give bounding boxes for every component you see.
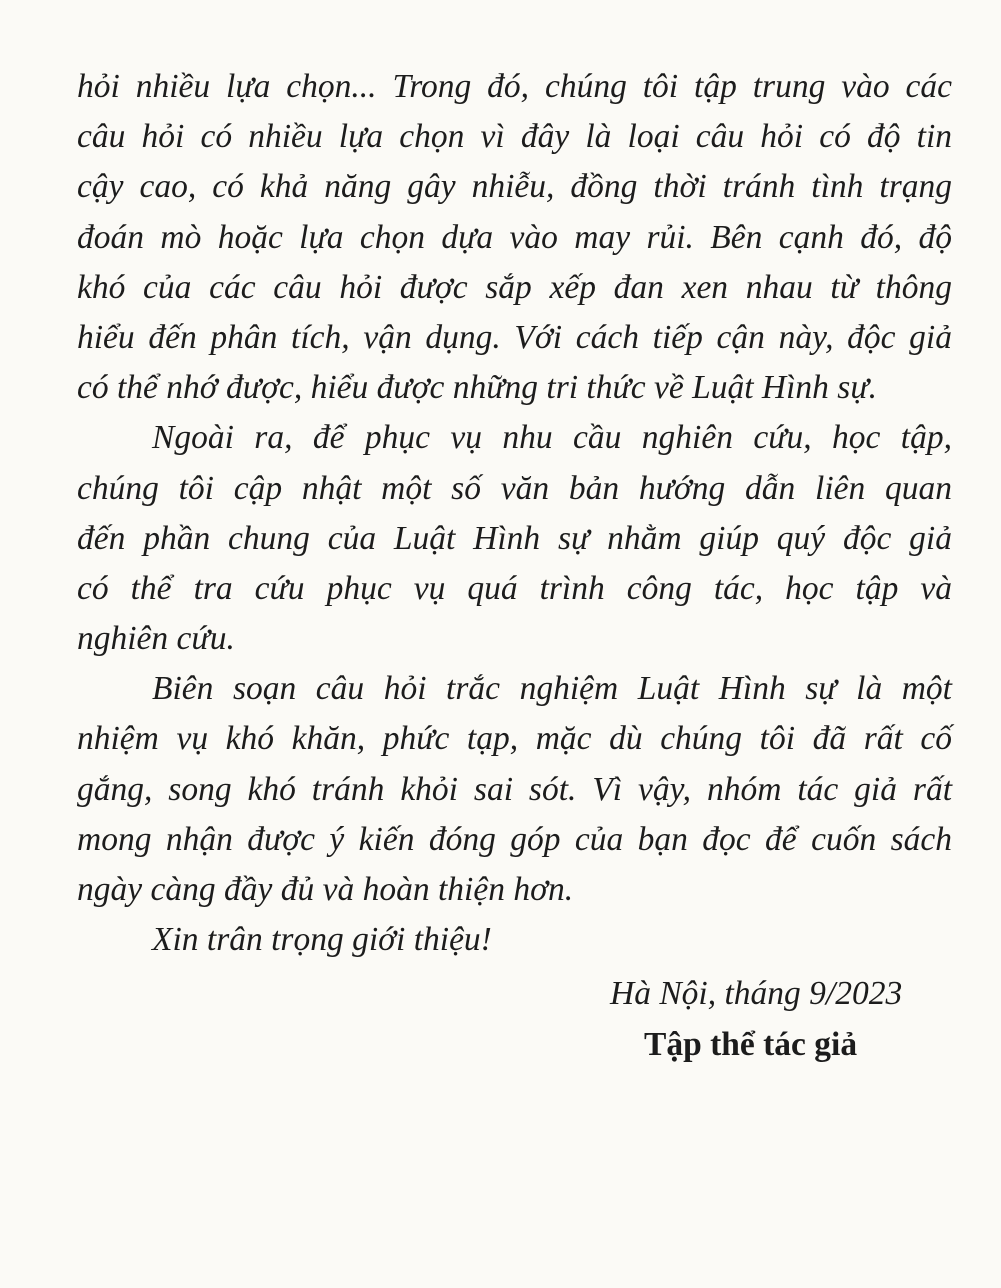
text-line: chúng tôi cập nhật một số văn bản hướng dẫn liên quan: [77, 469, 952, 507]
text-line: nghiên cứu.: [77, 620, 235, 658]
paragraph-4: [77, 915, 952, 965]
text-line: có thể nhớ được, hiểu được những tri thức về Luật Hình sự.: [77, 369, 877, 407]
text-line: có thể tra cứu phục vụ quá trình công tác, học tập và: [77, 569, 952, 607]
text-line: nhiệm vụ khó khăn, phức tạp, mặc dù chúng tôi đã rất cố: [77, 720, 952, 758]
text-line: đoán mò hoặc lựa chọn dựa vào may rủi. Bên cạnh đó, độ: [77, 218, 952, 256]
place-date: Hà Nội, tháng 9/2023: [610, 975, 903, 1012]
text-line: Xin trân trọng giới thiệu!: [152, 921, 492, 959]
text-line: hiểu đến phân tích, vận dụng. Với cách tiếp cận này, độc giả: [77, 318, 952, 356]
text-line: gắng, song khó tránh khỏi sai sót. Vì vậy, nhóm tác giả rất: [77, 770, 952, 808]
text-line: đến phần chung của Luật Hình sự nhằm giúp quý độc giả: [77, 519, 952, 557]
paragraph-2: [77, 413, 952, 664]
text-line: câu hỏi có nhiều lựa chọn vì đây là loại câu hỏi có độ tin: [77, 118, 952, 156]
text-line: hỏi nhiều lựa chọn... Trong đó, chúng tôi tập trung vào các: [77, 68, 952, 105]
text-line: cậy cao, có khả năng gây nhiễu, đồng thời tránh tình trạng: [77, 168, 952, 206]
text-line: Biên soạn câu hỏi trắc nghiệm Luật Hình sự là một: [152, 670, 952, 708]
author-name: Tập thể tác giả: [644, 1026, 858, 1063]
paragraph-1: [77, 62, 952, 413]
paragraph-3: [77, 664, 952, 915]
text-line: khó của các câu hỏi được sắp xếp đan xen nhau từ thông: [77, 268, 952, 306]
text-line: ngày càng đầy đủ và hoàn thiện hơn.: [77, 871, 574, 908]
body-text: [77, 62, 952, 965]
text-line: Ngoài ra, để phục vụ nhu cầu nghiên cứu, học tập,: [152, 419, 952, 457]
text-line: mong nhận được ý kiến đóng góp của bạn đọc để cuốn sách: [77, 820, 952, 858]
